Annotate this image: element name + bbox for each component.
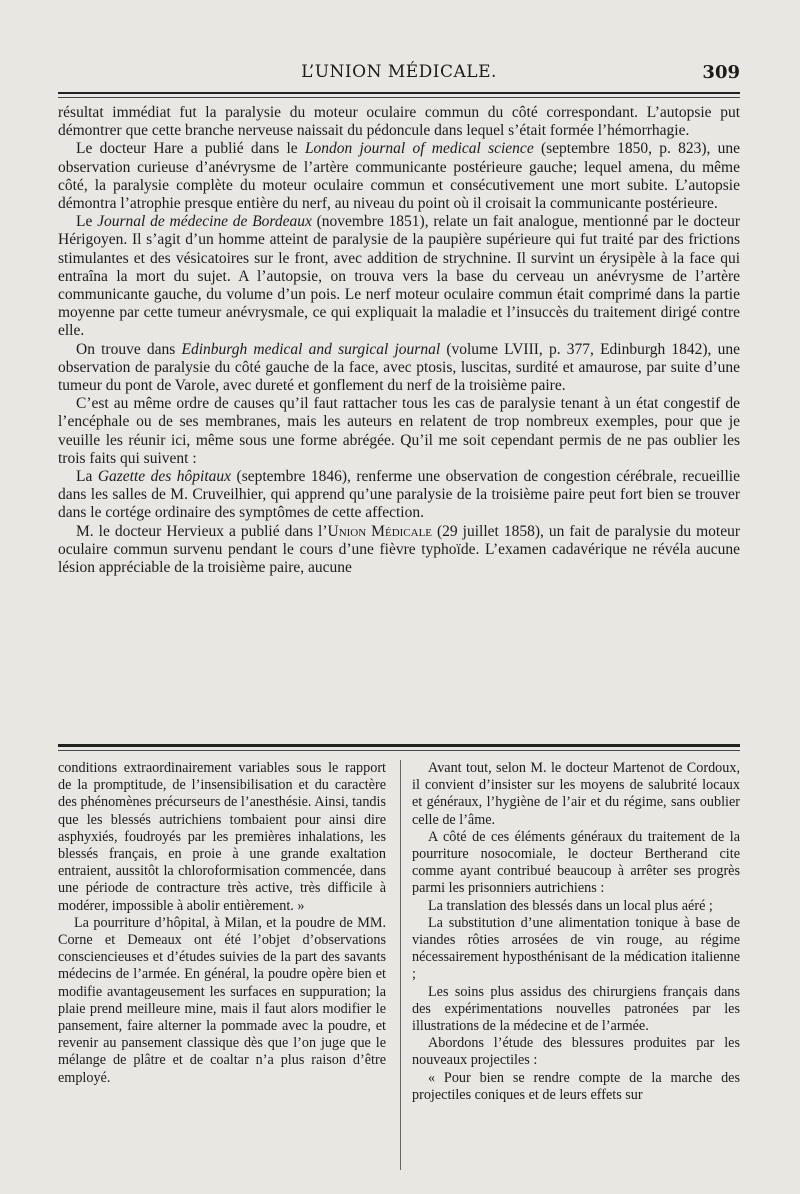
paragraph: Le docteur Hare a publié dans le London journal of medical science (septembre 1850, p. 823), une observation curieuse d’anévrysme de l’artère communicante postérieure gauche; lequel amena, du même côté, la paralysie complète du moteur oculaire commun et consécutivement une mort subite. L’autopsie démontra l’atrophie presque entière du nerf, au niveau du point où il croisait la communicante postérieure. [58, 140, 740, 213]
paragraph: « Pour bien se rendre compte de la marche des projectiles coniques et de leurs effets sur [412, 1069, 740, 1103]
paragraph: On trouve dans Edinburgh medical and surgical journal (volume LVIII, p. 377, Edinburgh 1842), une observation de paralysie du côté gauche de la face, avec ptosis, luscitas, surdité et amaurose, par suite d’une tumeur du pont de Varole, avec dureté et gonflement du nerf de la troisième paire. [58, 340, 740, 395]
journal-title: Edinburgh medical and surgical journal [181, 340, 441, 358]
header-rule [58, 92, 740, 94]
journal-title: Journal de médecine de Bordeaux [97, 213, 312, 231]
header-rule-thin [58, 97, 740, 98]
page-header [58, 58, 740, 90]
paragraph: A côté de ces éléments généraux du traitement de la pourriture nosocomiale, le docteur Bertherand cite comme ayant contribué beaucoup à arrêter ses progrès parmi les prisonniers autrichiens : [412, 828, 740, 897]
main-text [58, 104, 740, 577]
paragraph: M. le docteur Hervieux a publié dans l’Union Médicale (29 juillet 1858), un fait de paralysie du moteur oculaire commun survenu pendant le cours d’une fièvre typhoïde. L’examen cadavérique ne révéla aucune lésion appréciable de la troisième paire, aucune [58, 522, 741, 577]
feuilleton-rule-thin [58, 750, 740, 751]
paragraph: Abordons l’étude des blessures produites par les nouveaux projectiles : [412, 1035, 740, 1069]
paragraph: La Gazette des hôpitaux (septembre 1846), renferme une observation de congestion cérébrale, recueillie dans les salles de M. Cruveilhier, qui apprend qu’une paralysie de la troisième paire peut fort bien se trouver dans le cortége ordinaire des symptômes de cette affection. [58, 468, 740, 522]
feuilleton-rule [58, 744, 740, 747]
paragraph: C’est au même ordre de causes qu’il faut rattacher tous les cas de paralysie tenant à un état congestif de l’encéphale ou de ses membranes, mais les auteurs en relatent de trop nombreux exemples, pour que je veuille les réunir ici, même sous une forme abrégée. Qu’il me soit cependant permis de ne pas oublier les trois faits qui suivent : [58, 395, 740, 467]
paragraph: Avant tout, selon M. le docteur Martenot de Cordoux, il convient d’insister sur les moyens de salubrité locaux et généraux, l’hygiène de l’air et du régime, sans oublier celle de l’âme. [412, 760, 740, 828]
journal-title: London journal of medical science [304, 140, 534, 158]
right-column [412, 760, 740, 1104]
paragraph: Le Journal de médecine de Bordeaux (novembre 1851), relate un fait analogue, mentionné par le docteur Hérigoyen. Il s’agit d’un homme atteint de paralysie de la paupière supérieure qui fut traité par des frictions stimulantes et des vésicatoires sur le front, avec addition de strychnine. Il survint un érysipèle à la face qui entraîna la mort du sujet. A l’autopsie, on trouva vers la base du cerveau un anévrysme de l’artère communicante gauche, du volume d’un pois. Le nerf moteur oculaire commun était comprimé dans la partie moyenne par cette tumeur anévrysmale, ce qui expliquait la maladie et l’insuccès du traitement dirigé contre elle. [58, 213, 740, 340]
column-divider [400, 760, 401, 1170]
paragraph: La translation des blessés dans un local plus aéré ; [428, 897, 713, 914]
journal-title: Gazette des hôpitaux [97, 468, 232, 486]
paragraph: résultat immédiat fut la paralysie du moteur oculaire commun du côté correspondant. L’autopsie put démontrer que cette branche nerveuse naissait du pédoncule dans lequel s’était formée l’hémorrhagie. [58, 104, 740, 140]
running-title: L’UNION MÉDICALE. [301, 62, 497, 82]
paragraph: La substitution d’une alimentation tonique à base de viandes rôties arrosées de vin rouge, au régime nécessairement hyposthénisant de la médication italienne ; [412, 914, 740, 983]
paragraph: La pourriture d’hôpital, à Milan, et la poudre de MM. Corne et Demeaux ont été l’objet d’observations consciencieuses et d’études suivies de la part des savants médecins de l’armée. En général, la poudre opère bien et modifie avantageusement les surfaces en suppuration; la plaie prend meilleure mine, mais il faut alors modifier le pansement, faire alterner la pommade avec la poudre, et revenir au pansement classique dès que l’on juge que le mélange de plâtre et de coaltar n’a plus raison d’être employé. [58, 914, 386, 1086]
left-column [58, 760, 386, 1087]
paragraph: conditions extraordinairement variables sous le rapport de la promptitude, de l’insensibilisation et du caractère des phénomènes précurseurs de l’anesthésie. Ainsi, tandis que les blessés autrichiens tombaient pour ainsi dire asphyxiés, foudroyés par les premières inhalations, les blessés français, en proie à une grande exaltation entraient, aussitôt la chloroformisation commencée, dans une période de contracture très active, très difficile à modérer, impossible à abolir entièrement. » [58, 760, 386, 914]
paragraph: Les soins plus assidus des chirurgiens français dans des expérimentations nouvelles patronées par les illustrations de la médecine et de l’armée. [412, 983, 740, 1035]
page-number: 309 [702, 62, 740, 83]
journal-title: Union Médicale [327, 522, 433, 540]
